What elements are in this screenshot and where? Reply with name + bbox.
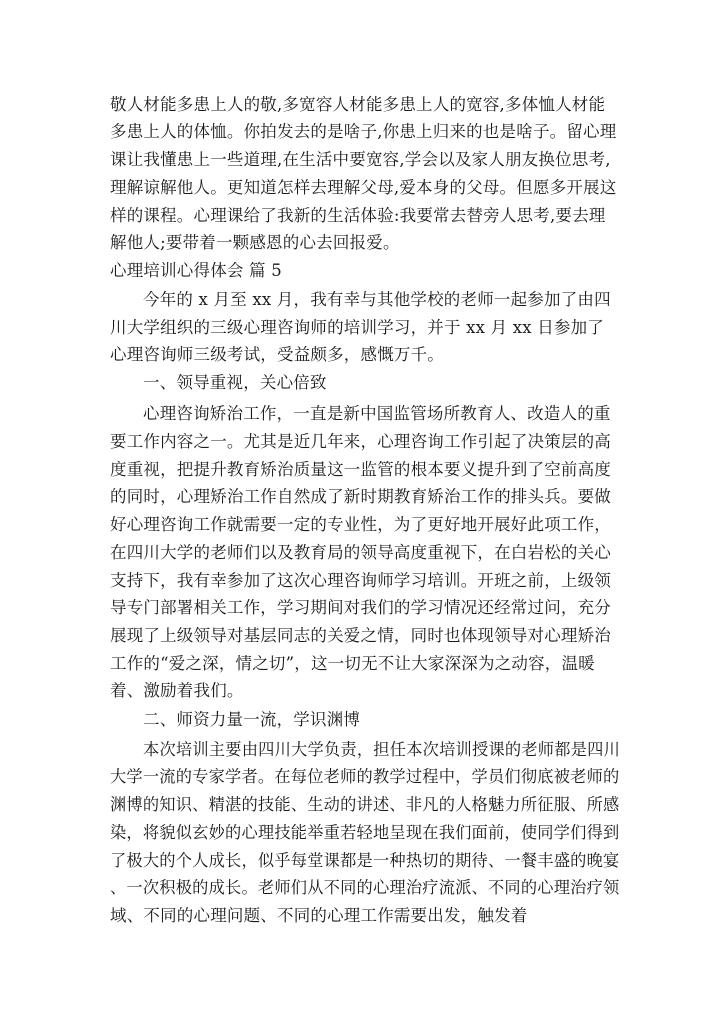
text-line: 染，将貌似玄妙的心理技能举重若轻地呈现在我们面前，使同学们得到 (110, 823, 620, 842)
text-line: 要工作内容之一。尤其是近几年来，心理咨询工作引起了决策层的高 (110, 432, 611, 451)
subheading-2: 二、师资力量一流，学识渊博 (143, 710, 361, 729)
text-line: 心理咨询师三级考试，受益颇多，感慨万千。 (110, 345, 444, 364)
text-line: 、一次积极的成长。老师们从不同的心理治疗流派、不同的心理治疗领 (110, 878, 620, 897)
text-line: 了极大的个人成长，似乎每堂课都是一种热切的期待、一餐丰盛的晚宴 (110, 851, 620, 870)
text-line: 导专门部署相关工作，学习期间对我们的学习情况还经常过问，充分 (110, 598, 611, 617)
text-line: 支持下，我有幸参加了这次心理咨询师学习培训。开班之前，上级领 (110, 571, 611, 590)
text-line: 敬人材能多患上人的敬,多宽容人材能多患上人的宽容,多体恤人材能 (110, 95, 606, 114)
text-line: 解他人;要带着一颗感恩的心去回报爱。 (110, 233, 400, 252)
text-line: 理解谅解他人。更知道怎样去理解父母,爱本身的父母。但愿多开展这 (110, 178, 617, 197)
text-line: 课让我懂患上一些道理,在生活中要宽容,学会以及家人朋友换位思考, (110, 150, 611, 169)
paragraph-first-line: 今年的 x 月至 xx 月，我有幸与其他学校的老师一起参加了由四 (143, 290, 611, 309)
text-line: 的同时，心理矫治工作自然成了新时期教育矫治工作的排头兵。要做 (110, 487, 611, 506)
text-line: 着、激励着我们。 (110, 681, 244, 700)
text-line: 大学一流的专家学者。在每位老师的教学过程中，学员们彻底被老师的 (110, 767, 620, 786)
text-line: 样的课程。心理课给了我新的生活体验:我要常去替旁人思考,要去理 (110, 206, 606, 225)
text-line: 工作的“爱之深，情之切”，这一切无不让大家深深为之动容，温暖 (110, 654, 595, 673)
text-line: 度重视，把提升教育矫治质量这一监管的根本要义提升到了空前高度 (110, 460, 611, 479)
text-line: 展现了上级领导对基层同志的关爱之情，同时也体现领导对心理矫治 (110, 626, 611, 645)
paragraph-first-line: 心理咨询矫治工作，一直是新中国监管场所教育人、改造人的重 (143, 404, 611, 423)
text-line: 多患上人的体恤。你拍发去的是啥子,你患上归来的也是啥子。留心理 (110, 122, 617, 141)
paragraph-first-line: 本次培训主要由四川大学负责，担任本次培训授课的老师都是四川 (143, 740, 621, 759)
subheading-1: 一、领导重视，关心倍致 (143, 373, 327, 392)
section-heading: 心理培训心得体会 篇 5 (110, 261, 282, 280)
text-line: 渊博的知识、精湛的技能、生动的讲述、非凡的人格魅力所征服、所感 (110, 795, 620, 814)
text-line: 好心理咨询工作就需要一定的专业性，为了更好地开展好此项工作， (110, 515, 611, 534)
text-line: 川大学组织的三级心理咨询师的培训学习，并于 xx 月 xx 日参加了 (110, 318, 605, 337)
text-line: 在四川大学的老师们以及教育局的领导高度重视下，在白岩松的关心 (110, 543, 611, 562)
text-line: 域、不同的心理问题、不同的心理工作需要出发，触发着 (110, 906, 528, 925)
